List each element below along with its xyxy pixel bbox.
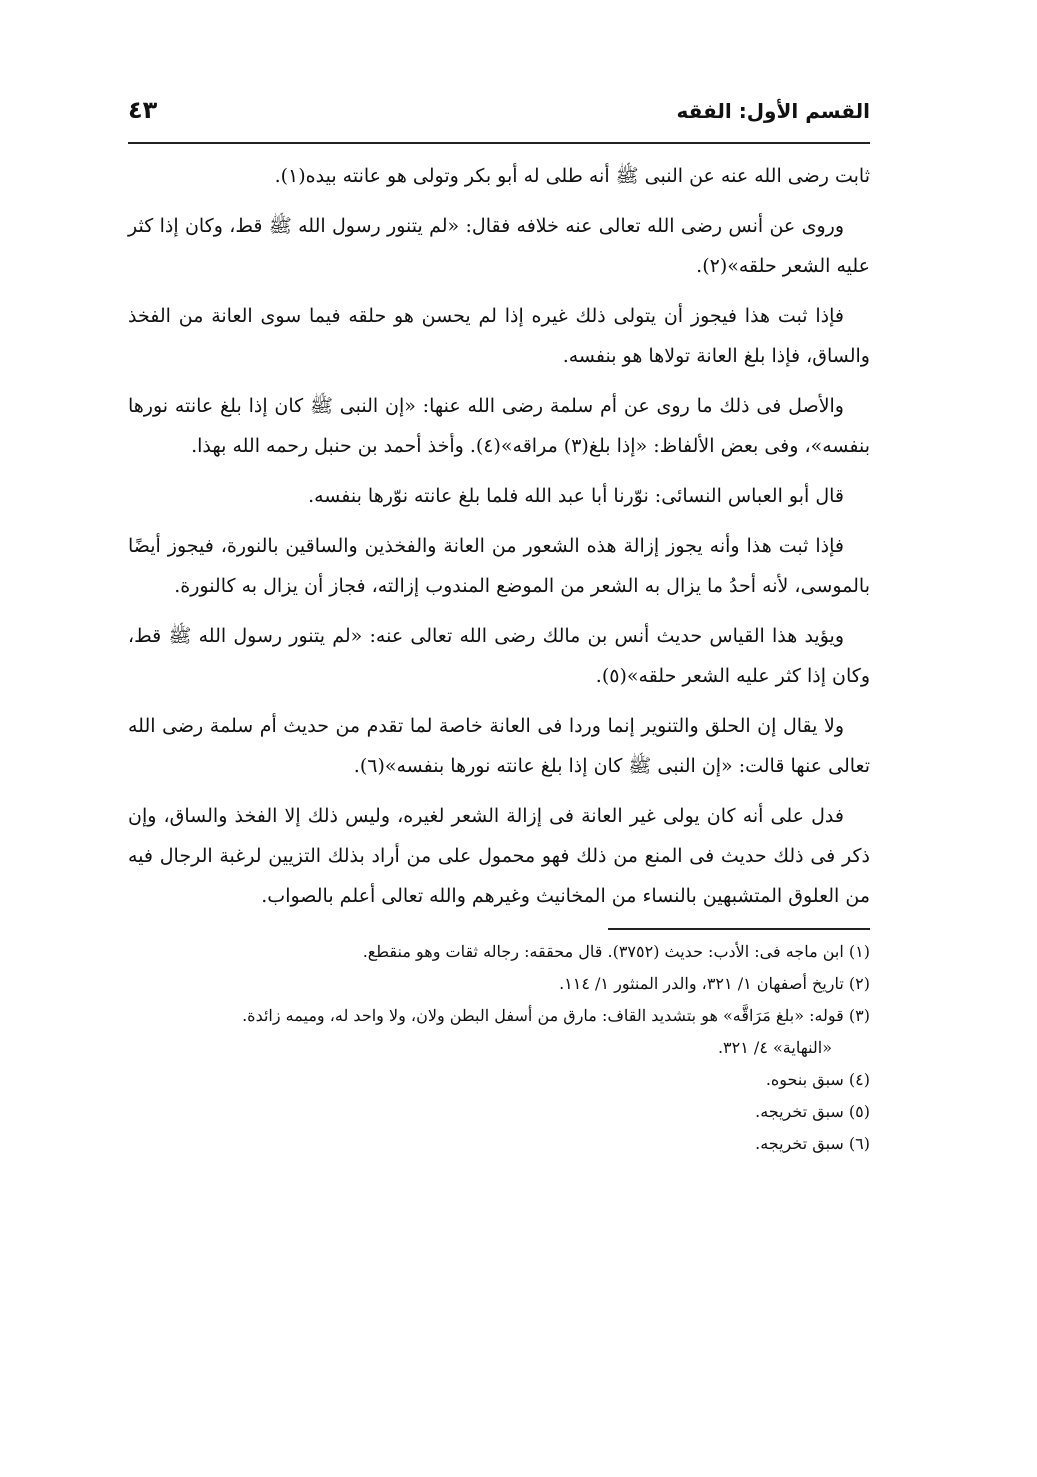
page-number: ٤٣ — [128, 96, 158, 124]
main-text — [128, 156, 870, 916]
paragraph: ولا يقال إن الحلق والتنوير إنما وردا فى العانة خاصة لما تقدم من حديث أم سلمة رضى الله تعالى عنها قالت: «إن النبى ﷺ كان إذا بلغ عانته نورها بنفسه»(٦). — [128, 715, 870, 777]
paragraph: قال أبو العباس النسائى: نوّرنا أبا عبد الله فلما بلغ عانته نوّرها بنفسه. — [308, 485, 844, 507]
paragraph: ثابت رضى الله عنه عن النبى ﷺ أنه طلى له أبو بكر وتولى هو عانته بيده(١). — [274, 165, 870, 187]
page-header — [128, 96, 870, 144]
footnote: (٢) تاريخ أصفهان ١/ ٣٢١، والدر المنثور ١/ ١١٤. — [559, 974, 870, 993]
footnote-divider — [608, 928, 870, 930]
footnote-continuation: «النهاية» ٤/ ٣٢١. — [717, 1038, 832, 1057]
paragraph: والأصل فى ذلك ما روى عن أم سلمة رضى الله عنها: «إن النبى ﷺ كان إذا بلغ عانته نورها بنفسه»، وفى بعض الألفاظ: «إذا بلغ(٣) مراقه»(٤). وأخذ أحمد بن حنبل رحمه الله بهذا. — [128, 395, 870, 457]
paragraph: فإذا ثبت هذا فيجوز أن يتولى ذلك غيره إذا لم يحسن هو حلقه فيما سوى العانة من الفخذ والساق، فإذا بلغ العانة تولاها هو بنفسه. — [128, 305, 870, 367]
footnotes — [128, 928, 870, 1160]
footnote: (١) ابن ماجه فى: الأدب: حديث (٣٧٥٢). قال محققه: رجاله ثقات وهو منقطع. — [362, 942, 870, 961]
paragraph: وروى عن أنس رضى الله تعالى عنه خلافه فقال: «لم يتنور رسول الله ﷺ قط، وكان إذا كثر عليه الشعر حلقه»(٢). — [128, 215, 870, 277]
paragraph: فإذا ثبت هذا وأنه يجوز إزالة هذه الشعور من العانة والفخذين والساقين بالنورة، فيجوز أيضًا بالموسى، لأنه أحدُ ما يزال به الشعر من الموضع المندوب إزالته، فجاز أن يزال به كالنورة. — [128, 535, 870, 597]
footnote: (٥) سبق تخريجه. — [755, 1102, 870, 1121]
section-title: القسم الأول: الفقه — [676, 99, 870, 123]
paragraph: ويؤيد هذا القياس حديث أنس بن مالك رضى الله تعالى عنه: «لم يتنور رسول الله ﷺ قط، وكان إذا كثر عليه الشعر حلقه»(٥). — [128, 625, 870, 687]
footnote: (٦) سبق تخريجه. — [755, 1134, 870, 1153]
book-page — [128, 96, 870, 1160]
paragraph: فدل على أنه كان يولى غير العانة فى إزالة الشعر لغيره، وليس ذلك إلا الفخذ والساق، وإن ذكر فى ذلك حديث فى المنع من ذلك فهو محمول على من أراد بذلك التزيين لرغبة الرجال فيه من العلوق المتشبهين بالنساء من المخانيث وغيرهم والله تعالى أعلم بالصواب. — [128, 805, 870, 907]
footnote: (٣) قوله: «بلغ مَرَاقَّه» هو بتشديد القاف: مارق من أسفل البطن ولان، ولا واحد له، وميمه زائدة. — [242, 1006, 870, 1025]
footnote: (٤) سبق بنحوه. — [765, 1070, 870, 1089]
